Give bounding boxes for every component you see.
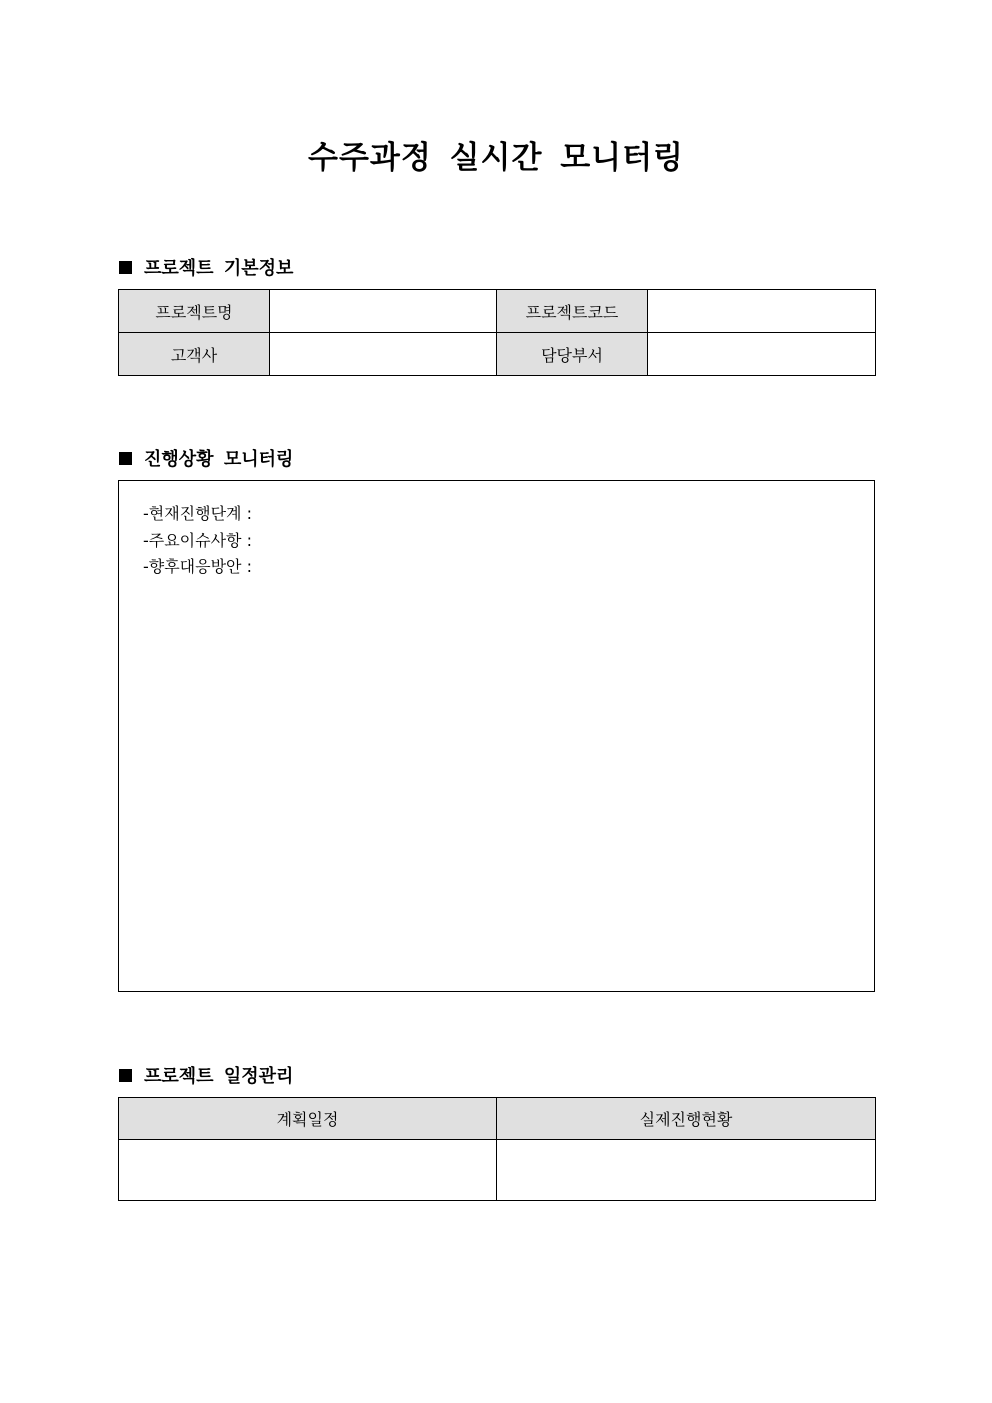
project-name-field[interactable] [270, 290, 497, 333]
section-heading-schedule [119, 1062, 293, 1088]
actual-progress-header: 실제진행현황 [497, 1098, 876, 1140]
progress-monitor-box[interactable] [118, 480, 875, 992]
square-bullet-icon [119, 1069, 132, 1082]
current-stage-line: -현재진행단계 : [143, 504, 252, 523]
page-title: 수주과정 실시간 모니터링 [308, 140, 684, 176]
table-header-row [119, 1098, 876, 1140]
key-issues-line: -주요이슈사항 : [143, 530, 252, 550]
table-row [119, 333, 876, 376]
response-plan-line: -향후대응방안 : [143, 557, 252, 576]
planned-schedule-field[interactable] [119, 1140, 497, 1201]
section-heading-label: 프로젝트 일정관리 [144, 1066, 294, 1087]
planned-schedule-header: 계획일정 [119, 1098, 497, 1140]
section-heading-label: 프로젝트 기본정보 [144, 258, 294, 279]
table-row [119, 290, 876, 333]
project-name-label: 프로젝트명 [119, 290, 270, 333]
section-heading-basic-info [119, 254, 293, 280]
progress-lines [143, 501, 252, 581]
section-heading-progress [119, 445, 293, 471]
square-bullet-icon [119, 261, 132, 274]
actual-progress-field[interactable] [497, 1140, 876, 1201]
department-field[interactable] [648, 333, 876, 376]
square-bullet-icon [119, 452, 132, 465]
department-label: 담당부서 [497, 333, 648, 376]
table-row [119, 1140, 876, 1201]
project-code-field[interactable] [648, 290, 876, 333]
section-heading-label: 진행상황 모니터링 [144, 449, 294, 470]
project-info-table [118, 289, 876, 376]
client-label: 고객사 [119, 333, 270, 376]
schedule-table [118, 1097, 876, 1201]
client-field[interactable] [270, 333, 497, 376]
project-code-label: 프로젝트코드 [497, 290, 648, 333]
